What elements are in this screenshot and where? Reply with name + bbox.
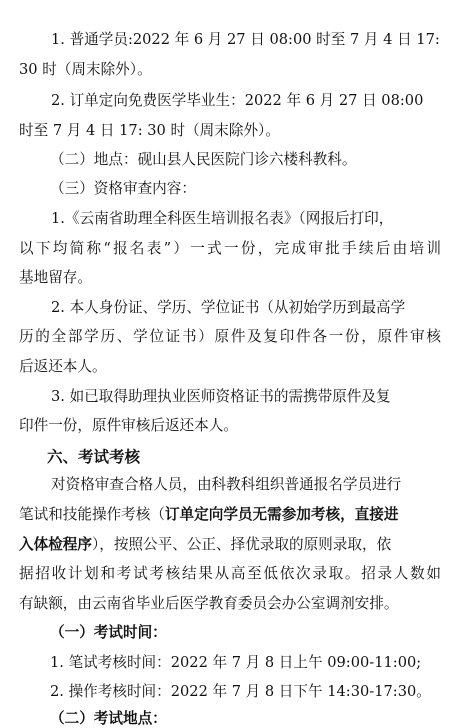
schedule-item-regular: 1. 普通学员:2022 年 6 月 27 日 08:00 时至 7 月 4 日 17: (51, 31, 440, 48)
schedule-item-ordered: 2. 订单定向免费医学毕业生：2022 年 6 月 27 日 08:00 (51, 92, 424, 109)
review-item-2: 2. 本人身份证、学历、学位证书（从初始学历到最高学 (51, 299, 406, 316)
exam-paragraph-line-3 (0, 536, 467, 554)
section-heading-exam: 六、考试考核 (47, 448, 141, 466)
section-location: （二）地点：砚山县人民医院门诊六楼科教科。 (50, 151, 357, 168)
exam-paragraph-line-4: 据招收计划和考试考核结果从高至低依次录取。招录人数如 (19, 565, 441, 582)
exam-paragraph-line-2-start: 笔试和技能操作考核（ (19, 506, 165, 523)
review-item-2-cont: 历的全部学历、学位证书）原件及复印件各一份，原件审核 (19, 328, 441, 345)
exam-paragraph-line-2 (0, 506, 467, 524)
review-item-1: 1.《云南省助理全科医生培训报名表》（网报后打印， (51, 210, 394, 227)
review-item-2-cont2: 后返还本人。 (19, 358, 107, 375)
exam-time-heading: （一）考试时间： (50, 624, 167, 641)
exam-paragraph-line-3-end: ），按照公平、公正、择优录取的原则录取，依 (91, 536, 392, 553)
exam-location-heading: （二）考试地点： (50, 710, 167, 727)
exam-time-practical: 2. 操作考核时间：2022 年 7 月 8 日下午 14:30-17:30。 (50, 683, 431, 700)
review-item-3: 3. 如已取得助理执业医师资格证书的需携带原件及复 (51, 388, 391, 405)
exam-paragraph-emphasis-1: 订单定向学员无需参加考核，直接进 (164, 506, 399, 523)
review-item-1-cont2: 基地留存。 (19, 269, 92, 286)
exam-time-written: 1. 笔试考核时间：2022 年 7 月 8 日上午 09:00-11:00; (50, 654, 422, 671)
exam-paragraph-line-5: 有缺额，由云南省毕业后医学教育委员会办公室调剂安排。 (19, 595, 399, 612)
schedule-item-ordered-cont: 时至 7 月 4 日 17: 30 时（周末除外）。 (19, 122, 280, 139)
exam-paragraph-emphasis-2: 入体检程序 (19, 536, 92, 553)
exam-paragraph-line-1: 对资格审查合格人员，由科教科组织普通报名学员进行 (51, 476, 402, 493)
schedule-item-regular-cont: 30 时（周末除外）。 (19, 61, 152, 78)
review-item-1-cont: 以下均简称“报名表”）一式一份，完成审批手续后由培训 (19, 240, 441, 257)
section-review-heading: （三）资格审查内容： (50, 180, 196, 197)
review-item-3-cont: 印件一份，原件审核后返还本人。 (19, 417, 238, 434)
